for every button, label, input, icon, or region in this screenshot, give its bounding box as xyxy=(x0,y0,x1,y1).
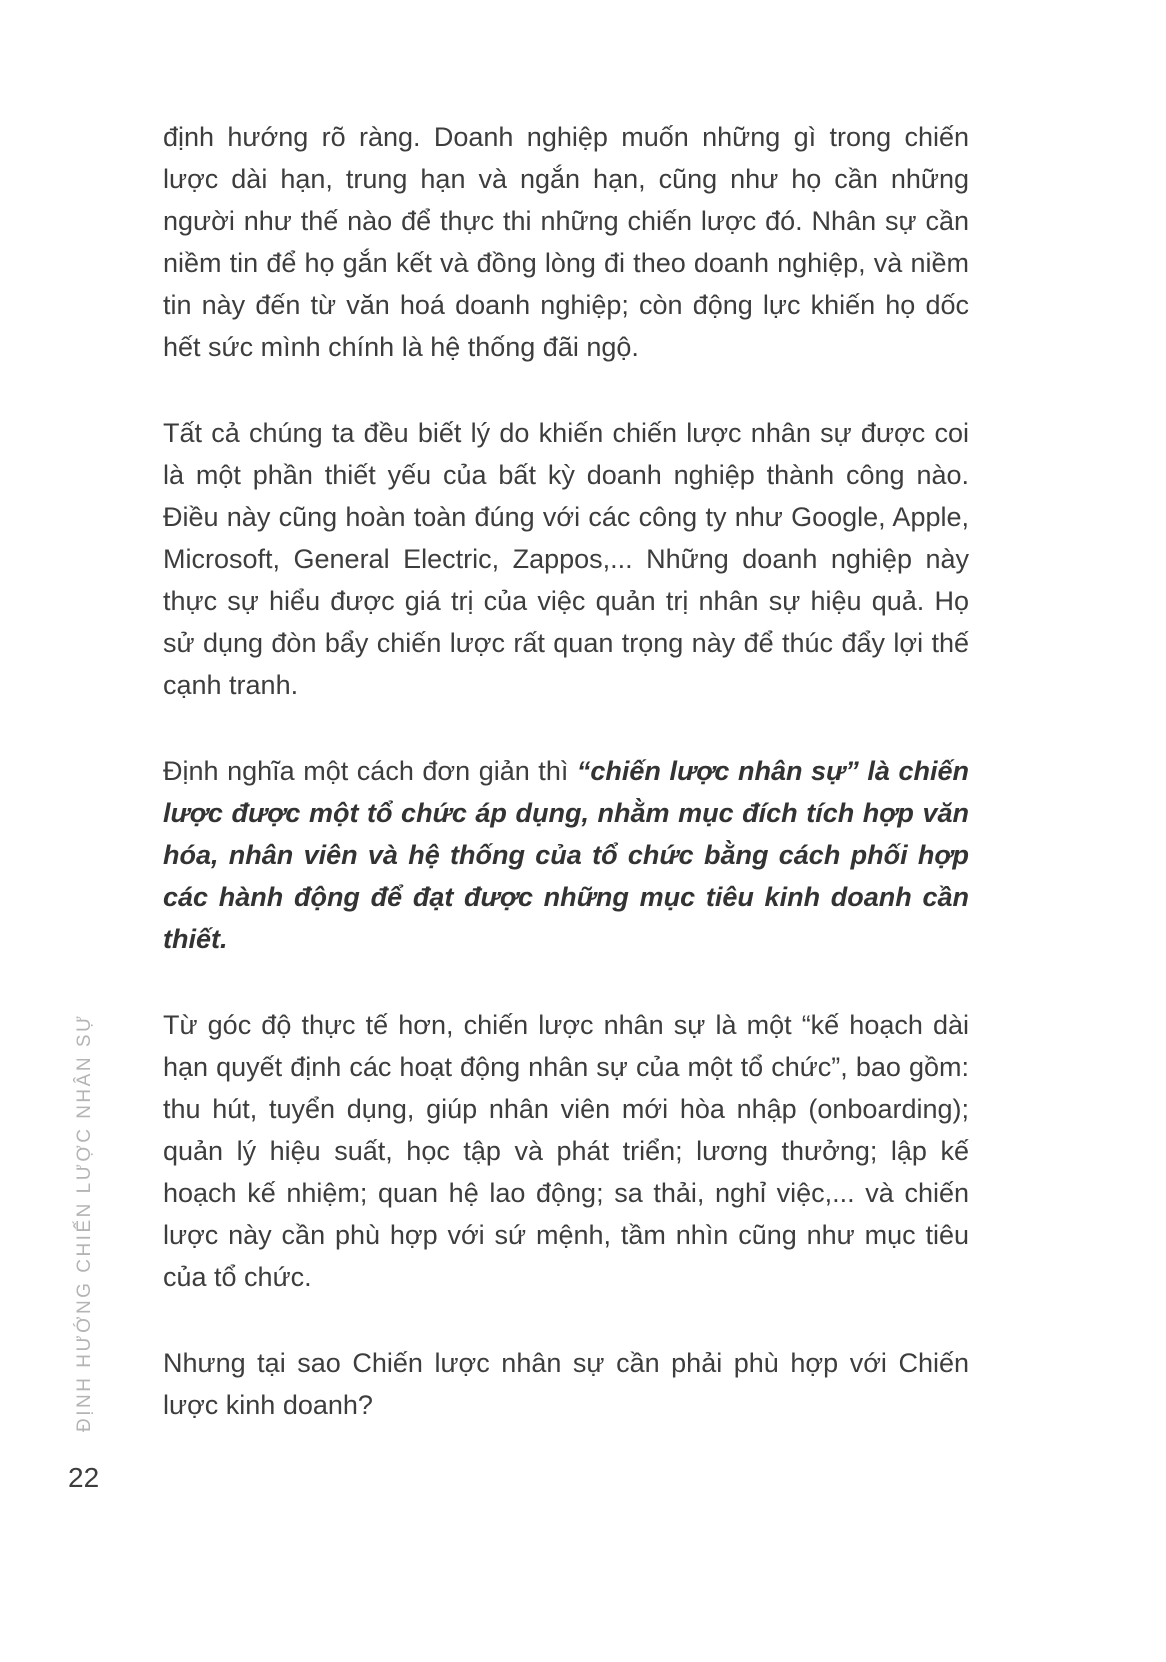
text-segment: định hướng rõ ràng. Doanh nghiệp muốn những gì trong chiến lược dài hạn, trung hạn và ngắn hạn, cũng như họ cần những người như thế nào để thực thi những chiến lược đó. Nhân sự cần niềm tin để họ gắn kết và đồng lòng đi theo doanh nghiệp, và niềm tin này đến từ văn hoá doanh nghiệp; còn động lực khiến họ dốc hết sức mình chính là hệ thống đãi ngộ. xyxy=(163,122,969,362)
text-segment: Định nghĩa một cách đơn giản thì xyxy=(163,756,577,786)
paragraph xyxy=(163,412,969,706)
sidebar-vertical-title: ĐỊNH HƯỚNG CHIẾN LƯỢC NHÂN SỰ xyxy=(74,1013,95,1432)
emphasized-text: “chiến lược nhân sự” là chiến lược được một tổ chức áp dụng, nhằm mục đích tích hợp văn hóa, nhân viên và hệ thống của tổ chức bằng cách phối hợp các hành động để đạt được những mục tiêu kinh doanh cần thiết. xyxy=(163,756,969,954)
text-segment: Nhưng tại sao Chiến lược nhân sự cần phải phù hợp với Chiến lược kinh doanh? xyxy=(163,1348,969,1420)
page-number: 22 xyxy=(68,1462,100,1493)
paragraph xyxy=(163,1004,969,1298)
paragraph xyxy=(163,1342,969,1426)
paragraph xyxy=(163,750,969,960)
paragraph xyxy=(163,116,969,368)
text-segment: Tất cả chúng ta đều biết lý do khiến chiến lược nhân sự được coi là một phần thiết yếu của bất kỳ doanh nghiệp thành công nào. Điều này cũng hoàn toàn đúng với các công ty như Google, Apple, Microsoft, General Electric, Zappos,... Những doanh nghiệp này thực sự hiểu được giá trị của việc quản trị nhân sự hiệu quả. Họ sử dụng đòn bẩy chiến lược rất quan trọng này để thúc đẩy lợi thế cạnh tranh. xyxy=(163,418,969,700)
text-segment: Từ góc độ thực tế hơn, chiến lược nhân sự là một “kế hoạch dài hạn quyết định các hoạt động nhân sự của một tổ chức”, bao gồm: thu hút, tuyển dụng, giúp nhân viên mới hòa nhập (onboarding); quản lý hiệu suất, học tập và phát triển; lương thưởng; lập kế hoạch kế nhiệm; quan hệ lao động; sa thải, nghỉ việc,... và chiến lược này cần phù hợp với sứ mệnh, tầm nhìn cũng như mục tiêu của tổ chức. xyxy=(163,1010,969,1292)
body-text xyxy=(163,116,969,1426)
